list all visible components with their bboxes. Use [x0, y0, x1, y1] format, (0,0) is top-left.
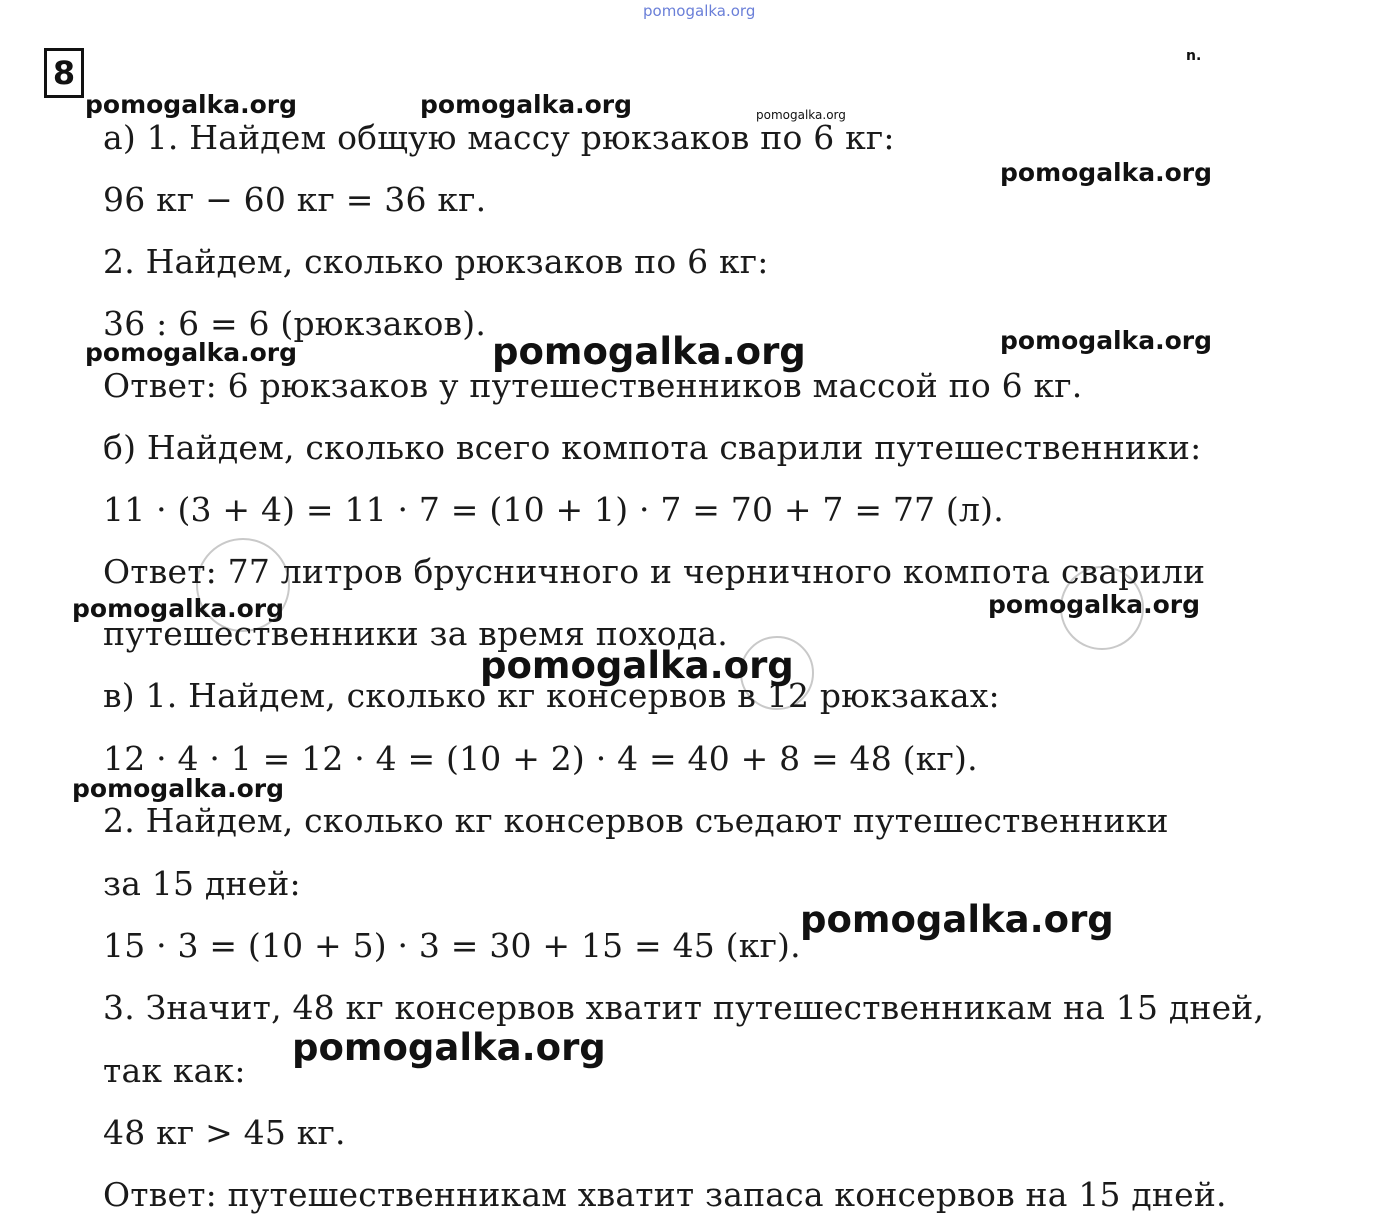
watermark-12: pomogalka.org — [800, 898, 1114, 941]
watermark-4: pomogalka.org — [1000, 158, 1213, 187]
solution-line-9: путешественники за время похода. — [103, 614, 728, 653]
solution-line-14: 15 · 3 = (10 + 5) · 3 = 30 + 15 = 45 (кг). — [103, 926, 801, 965]
watermark-5: pomogalka.org — [85, 338, 298, 367]
task-number-box: 8 — [44, 48, 84, 98]
solution-line-12: 2. Найдем, сколько кг консервов съедают путешественники — [103, 801, 1169, 840]
solution-line-2: 96 кг − 60 кг = 36 кг. — [103, 180, 487, 219]
watermark-2: pomogalka.org — [420, 90, 633, 119]
solution-line-13: за 15 дней: — [103, 864, 301, 903]
solution-line-15: 3. Значит, 48 кг консервов хватит путешественникам на 15 дней, — [103, 988, 1265, 1027]
watermark-6: pomogalka.org — [492, 330, 806, 373]
watermark-13: pomogalka.org — [292, 1026, 606, 1069]
solution-line-5: Ответ: 6 рюкзаков у путешественников массой по 6 кг. — [103, 366, 1083, 405]
solution-line-17: 48 кг > 45 кг. — [103, 1113, 346, 1152]
solution-line-1: а) 1. Найдем общую массу рюкзаков по 6 кг: — [103, 118, 895, 157]
watermark-3: pomogalka.org — [756, 108, 846, 122]
solution-line-10: в) 1. Найдем, сколько кг консервов в 12 рюкзаках: — [103, 676, 1000, 715]
solution-line-18: Ответ: путешественникам хватит запаса консервов на 15 дней. — [103, 1175, 1227, 1214]
solution-line-7: 11 · (3 + 4) = 11 · 7 = (10 + 1) · 7 = 70 + 7 = 77 (л). — [103, 490, 1004, 529]
watermark-11: pomogalka.org — [72, 774, 285, 803]
site-label[interactable]: pomogalka.org — [643, 2, 756, 20]
watermark-7: pomogalka.org — [1000, 326, 1213, 355]
watermark-9: pomogalka.org — [988, 590, 1201, 619]
watermark-8: pomogalka.org — [72, 594, 285, 623]
watermark-10: pomogalka.org — [480, 644, 794, 687]
solution-line-11: 12 · 4 · 1 = 12 · 4 = (10 + 2) · 4 = 40 + 8 = 48 (кг). — [103, 739, 978, 778]
solution-line-3: 2. Найдем, сколько рюкзаков по 6 кг: — [103, 242, 769, 281]
solution-line-8: Ответ: 77 литров брусничного и черничного компота сварили — [103, 552, 1206, 591]
solution-line-16: так как: — [103, 1051, 246, 1090]
solution-line-6: б) Найдем, сколько всего компота сварили путешественники: — [103, 428, 1202, 467]
watermark-1: pomogalka.org — [85, 90, 298, 119]
solution-line-4: 36 : 6 = 6 (рюкзаков). — [103, 304, 487, 343]
faint-corner-mark: n. — [1186, 48, 1202, 64]
